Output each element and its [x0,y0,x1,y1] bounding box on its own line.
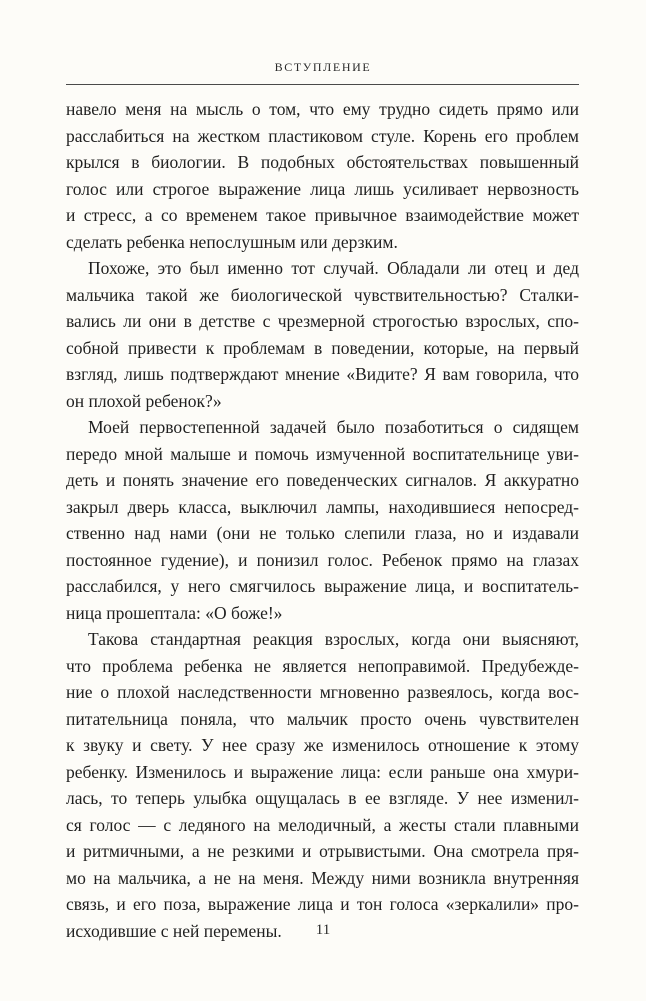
text-line: ственно над нами (они не только слепили глаза, но и издавали [66,523,579,543]
text-line: постоянное гудение), и понизил голос. Ребенок прямо на глазах [66,549,579,570]
text-line: навело меня на мысль о том, что ему трудно сидеть прямо или [66,99,579,119]
running-head: ВСТУПЛЕНИЕ [274,60,372,74]
text-line: расслабился, у него смягчилось выражение лица, и воспитатель- [66,576,579,596]
text-line: ница прошептала: «О боже!» [66,602,283,623]
text-line: питательница поняла, что мальчик просто очень чувствителен [66,708,579,729]
paragraph [66,626,579,944]
text-line: он плохой ребенок?» [66,390,222,411]
text-line: голос или строгое выражение лица лишь усиливает нервозность [66,178,579,199]
page-number: 11 [315,922,331,938]
paragraph [66,96,579,255]
body-text [66,96,579,944]
header-divider [66,84,579,85]
text-line: мо на мальчика, а не на меня. Между ними возникла внутренняя [66,867,579,888]
text-line: Моей первостепенной задачей было позаботиться о сидящем [88,417,579,437]
text-line: к звуку и свету. У нее сразу же изменилось отношение к этому [66,735,579,755]
paragraph [66,414,579,626]
text-line: Такова стандартная реакция взрослых, когда они выясняют, [88,629,579,649]
text-line: деть и понять значение его поведенческих сигналов. Я аккуратно [66,470,579,490]
text-line: Похоже, это был именно тот случай. Обладали ли отец и дед [88,258,579,278]
text-line: вались ли они в детстве с чрезмерной строгостью взрослых, спо- [66,311,579,331]
text-line: и ритмичными, а не резкими и отрывистыми. Она смотрела пря- [66,841,579,861]
text-line: собной привести к проблемам в поведении, которые, на первый [66,337,579,358]
text-line: связь, и его поза, выражение лица и тон голоса «зеркалили» про- [66,894,579,914]
text-line: мальчика такой же биологической чувствительностью? Сталки- [66,284,579,305]
text-line: исходившие с ней перемены. [66,920,282,941]
text-line: расслабиться на жестком пластиковом стуле. Корень его проблем [66,125,579,146]
text-line: взгляд, лишь подтверждают мнение «Видите? Я вам говорила, что [66,364,579,384]
text-line: сделать ребенка непослушным или дерзким. [66,231,398,252]
paragraph [66,255,579,414]
text-line: ребенку. Изменилось и выражение лица: если раньше она хмури- [66,761,579,782]
text-line: закрыл дверь класса, выключил лампы, находившиеся непосред- [66,496,579,517]
text-line: и стресс, а со временем такое привычное взаимодействие может [66,205,579,225]
text-line: лась, то теперь улыбка ощущалась в ее взгляде. У нее изменил- [66,788,579,808]
text-line: крылся в биологии. В подобных обстоятельствах повышенный [66,152,579,172]
text-line: ние о плохой наследственности мгновенно развеялось, когда вос- [66,682,579,702]
text-line: что проблема ребенка не является непоправимой. Предубежде- [66,655,579,676]
text-line: ся голос — с ледяного на мелодичный, а жесты стали плавными [66,814,579,835]
text-line: передо мной малыше и помочь измученной воспитательнице уви- [66,443,579,464]
